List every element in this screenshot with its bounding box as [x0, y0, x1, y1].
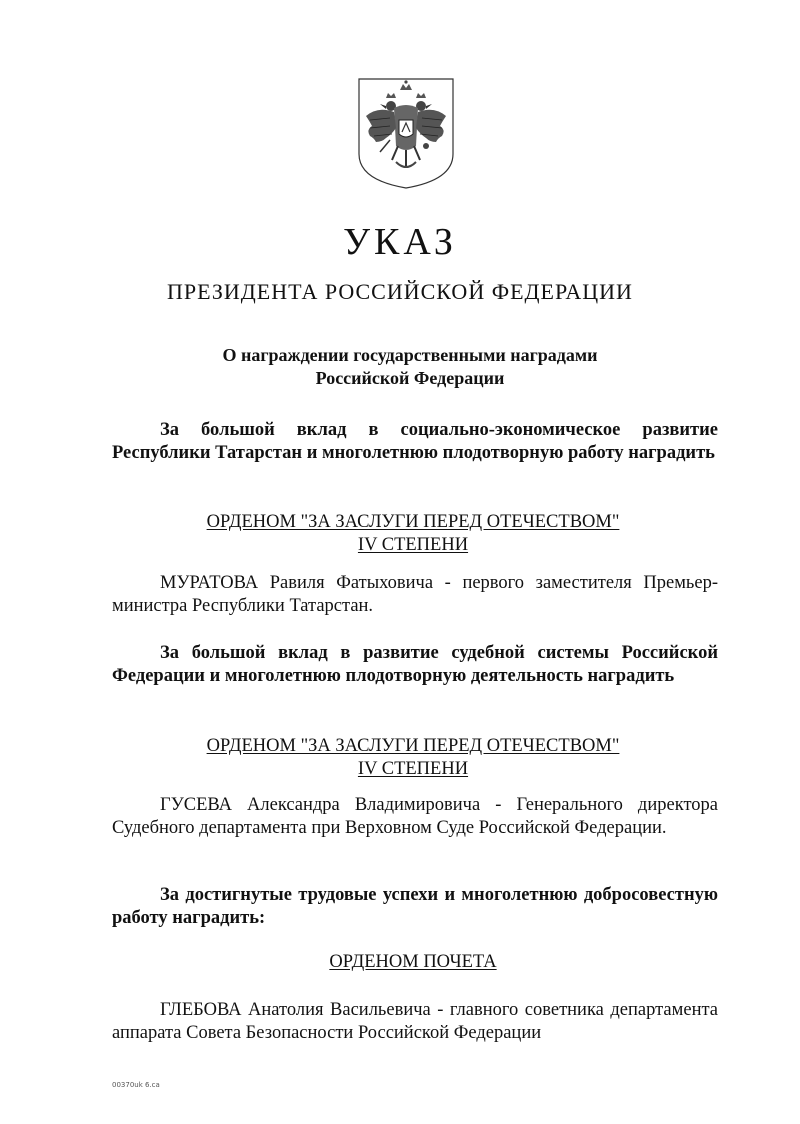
award-reason-2: За большой вклад в развитие судебной системы Российской Федерации и многолетнюю плодотворную деятельность наградить	[112, 643, 718, 686]
award-reason-3: За достигнутые трудовые успехи и многолетнюю добросовестную работу наградить:	[112, 885, 718, 928]
award-title-1-line-1: ОРДЕНОМ "ЗА ЗАСЛУГИ ПЕРЕД ОТЕЧЕСТВОМ"	[206, 512, 620, 532]
decree-heading-line-2: Российской Федерации	[315, 368, 505, 388]
decree-title: УКАЗ	[343, 221, 457, 263]
award-title-3-line-1: ОРДЕНОМ ПОЧЕТА	[329, 952, 497, 972]
award-recipient-1: МУРАТОВА Равиля Фатыховича - первого заместителя Премьер-министра Республики Татарстан.	[112, 573, 718, 616]
coat-of-arms-emblem	[356, 76, 456, 190]
decree-heading-line-1: О награждении государственными наградами	[222, 345, 598, 365]
award-title-3	[100, 951, 726, 974]
award-reason-1: За большой вклад в социально-экономическое развитие Республики Татарстан и многолетнюю плодотворную работу наградить	[112, 420, 718, 463]
award-title-1	[100, 511, 726, 557]
decree-heading	[100, 344, 720, 390]
award-recipient-3: ГЛЕБОВА Анатолия Васильевича - главного советника департамента аппарата Совета Безопасности Российской Федерации	[112, 1000, 718, 1043]
award-title-1-line-2: IV СТЕПЕНИ	[357, 535, 469, 555]
russian-coat-of-arms-icon	[356, 76, 456, 190]
award-title-2	[100, 735, 726, 781]
award-title-2-line-1: ОРДЕНОМ "ЗА ЗАСЛУГИ ПЕРЕД ОТЕЧЕСТВОМ"	[206, 736, 620, 756]
award-title-2-line-2: IV СТЕПЕНИ	[357, 759, 469, 779]
award-recipient-2: ГУСЕВА Александра Владимировича - Генерального директора Судебного департамента при Верховном Суде Российской Федерации.	[112, 795, 718, 838]
decree-issuer: ПРЕЗИДЕНТА РОССИЙСКОЙ ФЕДЕРАЦИИ	[167, 279, 633, 304]
file-code: 00370uk 6.ca	[112, 1081, 160, 1089]
